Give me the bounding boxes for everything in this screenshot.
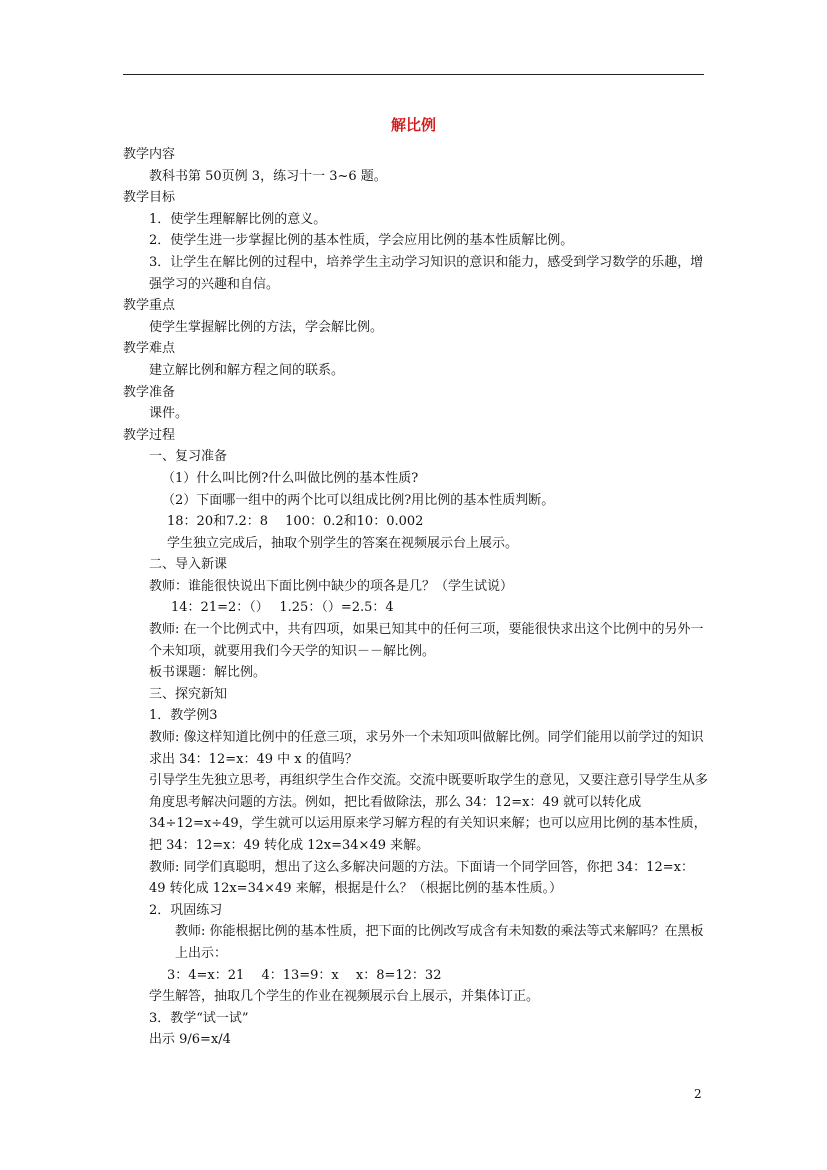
body-line: 引导学生先独立思考，再组织学生合作交流。交流中既要听取学生的意见，又要注意引导学生从多角度思考解决问题的方法。例如，把比看做除法，那么 34：12=x：49 就可以转化成 34÷12=x÷49，学生就可以运用原来学习解方程的有关知识来解；也可以应用比例的基本性质，把 34：12=x：49 转化成 12x=34×49 来解。 [149,773,709,853]
body-line: 2．使学生进一步掌握比例的基本性质，学会应用比例的基本性质解比例。 [149,233,574,249]
body-line: 教师: 在一个比例式中，共有四项，如果已知其中的任何三项，要能很快求出这个比例中的另外一个未知项，就要用我们今天学的知识－－解比例。 [149,622,704,659]
body-line: 建立解比例和解方程之间的联系。 [149,362,345,378]
body-line: 3：4=x：21 4：13=9：x x：8=12：32 [167,967,442,983]
body-line: 14：21=2：（） 1.25：（）=2.5：4 [171,600,394,616]
body-line: 教师: 像这样知道比例中的任意三项，求另外一个未知项叫做解比例。同学们能用以前学过的知识求出 34：12=x：49 中 x 的值吗？ [149,730,704,767]
body-line: 使学生掌握解比例的方法，学会解比例。 [149,319,384,335]
body-line: 教师: 你能根据比例的基本性质，把下面的比例改写成含有未知数的乘法等式来解吗？在黑板上出示： [175,924,704,961]
body-line: 教学目标 [123,190,176,206]
body-line: 教学过程 [123,427,176,443]
body-line: 1．使学生理解解比例的意义。 [149,211,327,227]
document-body [123,144,708,1051]
body-line: 教学准备 [123,384,176,400]
body-line: 二、导入新课 [149,557,228,573]
header-rule [123,74,704,75]
body-line: 2．巩固练习 [149,902,223,918]
body-line: 三、探究新知 [149,686,228,702]
body-line: 教学内容 [123,147,176,162]
body-line: 3．教学“试一试” [149,1010,249,1026]
body-line: （1）什么叫比例?什么叫做比例的基本性质? [162,470,419,486]
body-line: 学生独立完成后，抽取个别学生的答案在视频展示台上展示。 [167,535,519,551]
body-line: 18：20和7.2：8 100：0.2和10：0.002 [167,514,424,530]
body-line: （2）下面哪一组中的两个比可以组成比例?用比例的基本性质判断。 [162,492,555,508]
body-line: 教科书第 50页例 3，练习十一 3~6 题。 [149,168,387,184]
body-line: 教学难点 [123,341,176,357]
body-line: 1．教学例3 [149,708,218,724]
body-line: 教师：谁能很快说出下面比例中缺少的项各是几？（学生试说） [149,578,514,594]
body-line: 学生解答，抽取几个学生的作业在视频展示台上展示，并集体订正。 [149,989,540,1005]
body-line: 教学重点 [123,298,176,314]
document-title: 解比例 [390,116,436,134]
body-line: 教师: 同学们真聪明，想出了这么多解决问题的方法。下面请一个同学回答，你把 34：12=x：49 转化成 12x=34×49 来解，根据是什么？（根据比例的基本性质。） [149,859,694,897]
page-number: 2 [694,1087,702,1101]
body-line: 一、复习准备 [149,449,228,465]
body-line: 出示 9/6=x/4 [149,1032,231,1048]
body-line: 板书课题：解比例。 [149,665,267,681]
body-line: 3．让学生在解比例的过程中，培养学生主动学习知识的意识和能力，感受到学习数学的乐趣，增强学习的兴趣和自信。 [149,254,704,292]
body-line: 课件。 [149,406,189,422]
